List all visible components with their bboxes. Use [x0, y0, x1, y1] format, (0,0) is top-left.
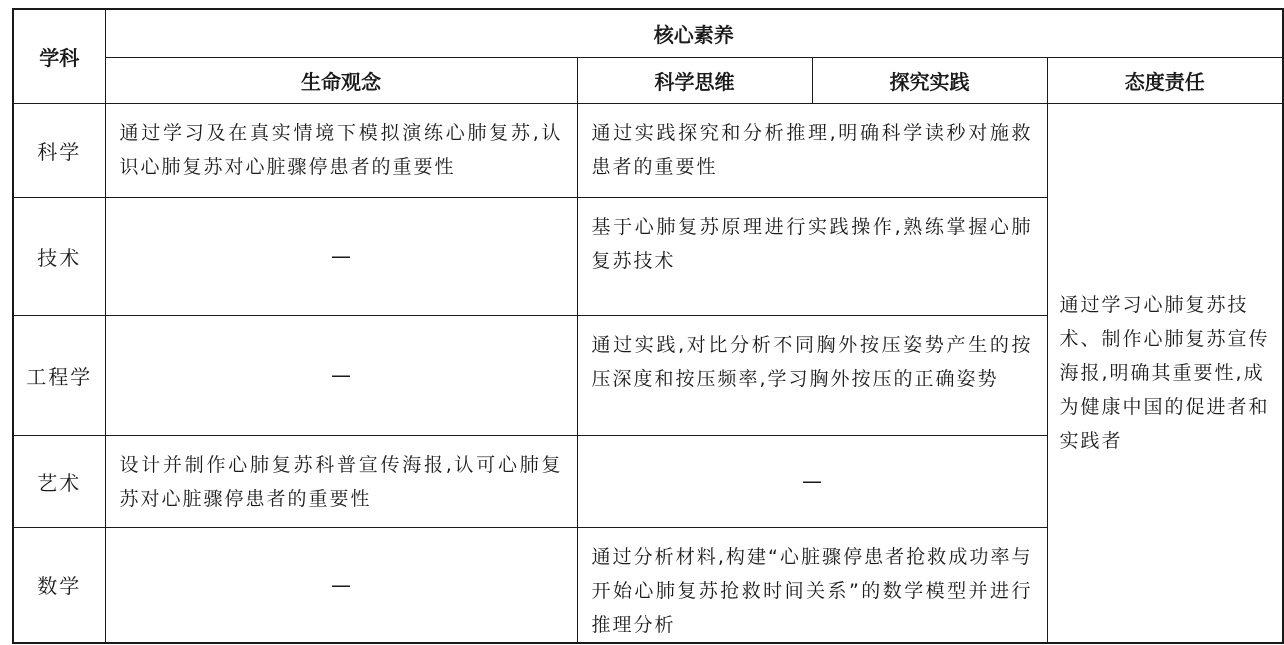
header-inquiry-practice: 探究实践	[812, 57, 1047, 103]
header-attitude-responsibility: 态度责任	[1047, 57, 1283, 103]
subject-cell: 工程学	[13, 315, 105, 435]
header-core-literacy: 核心素养	[105, 9, 1283, 57]
life-concept-cell: 通过学习及在真实情境下模拟演练心肺复苏,认识心肺复苏对心脏骤停患者的重要性	[105, 103, 577, 197]
subject-cell: 艺术	[13, 435, 105, 527]
header-scientific-thinking: 科学思维	[577, 57, 812, 103]
subject-cell: 科学	[13, 103, 105, 197]
thinking-practice-cell: 通过分析材料,构建“心脏骤停患者抢救成功率与开始心肺复苏抢救时间关系”的数学模型并进行推理分析	[577, 527, 1047, 643]
attitude-responsibility-cell: 通过学习心肺复苏技术、制作心肺复苏宣传海报,明确其重要性,成为健康中国的促进者和实践者	[1047, 103, 1283, 643]
life-concept-cell: —	[105, 197, 577, 315]
table-row-science	[13, 103, 1283, 197]
header-life-concept: 生命观念	[105, 57, 577, 103]
thinking-practice-cell: —	[577, 435, 1047, 527]
life-concept-cell: 设计并制作心肺复苏科普宣传海报,认可心肺复苏对心脏骤停患者的重要性	[105, 435, 577, 527]
thinking-practice-cell: 基于心肺复苏原理进行实践操作,熟练掌握心肺复苏技术	[577, 197, 1047, 315]
subject-cell: 数学	[13, 527, 105, 643]
life-concept-cell: —	[105, 527, 577, 643]
thinking-practice-cell: 通过实践探究和分析推理,明确科学读秒对施救患者的重要性	[577, 103, 1047, 197]
subject-cell: 技术	[13, 197, 105, 315]
header-subject: 学科	[13, 9, 105, 103]
core-literacy-table	[12, 8, 1284, 644]
thinking-practice-cell: 通过实践,对比分析不同胸外按压姿势产生的按压深度和按压频率,学习胸外按压的正确姿势	[577, 315, 1047, 435]
life-concept-cell: —	[105, 315, 577, 435]
